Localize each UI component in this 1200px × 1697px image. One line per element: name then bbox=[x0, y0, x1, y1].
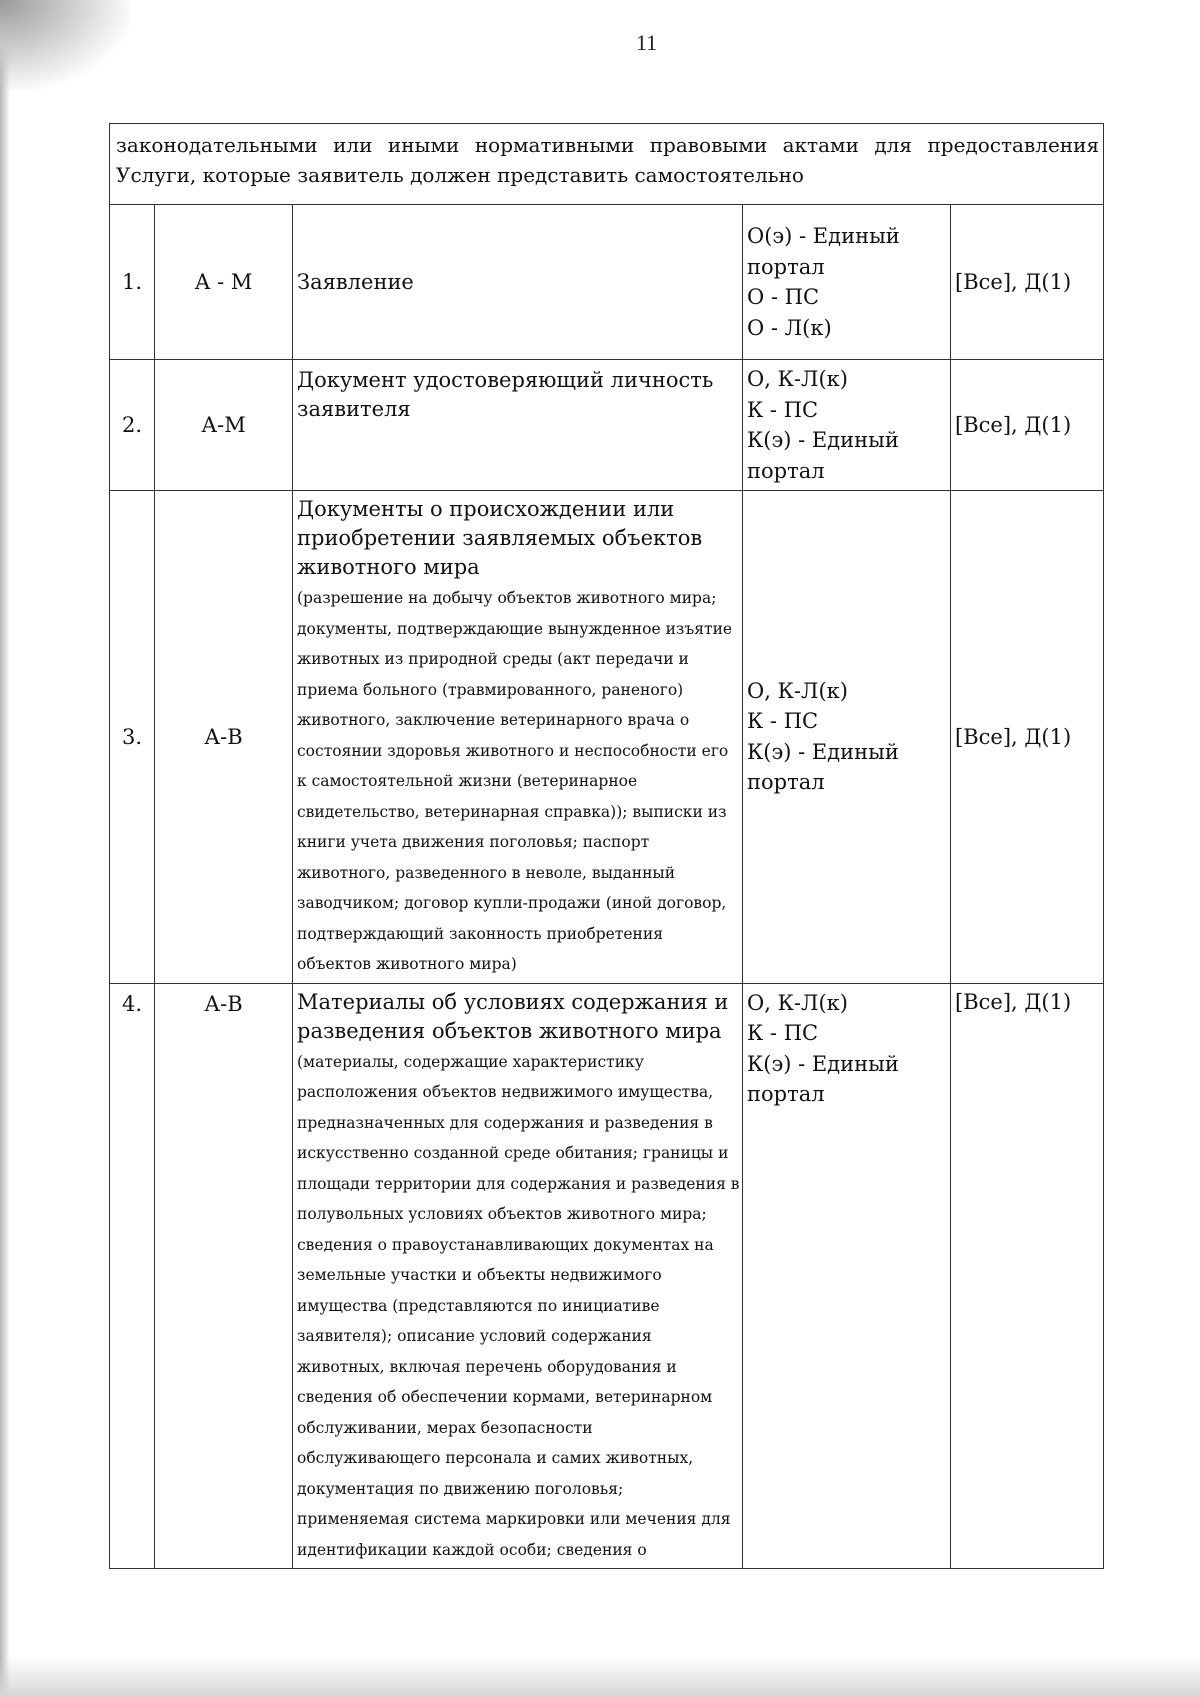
requirement: [Все], Д(1) bbox=[951, 205, 1104, 360]
document-details: (разрешение на добычу объектов животного мира; документы, подтверждающие вынужденное изъятие животных из природной среды (акт передачи и приема больного (травмированного, раненого) животного, заключение ветеринарного врача о состоянии здоровья животного и неспособности его к самостоятельной жизни (ветеринарное свидетельство, ветеринарная справка)); выписки из книги учета движения поголовья; паспорт животного, разведенного в неволе, выданный заводчиком; договор купли-продажи (иной договор, подтверждающий законность приобретения объектов животного мира) bbox=[297, 589, 733, 973]
table-row bbox=[110, 983, 1104, 1569]
form-line: К(э) - Единый bbox=[747, 428, 899, 452]
form-line: портал bbox=[747, 254, 825, 279]
form-line: О - ПС bbox=[747, 285, 820, 309]
table-row bbox=[110, 360, 1104, 491]
document-title: Заявление bbox=[297, 269, 414, 294]
applicant-code: А-В bbox=[155, 983, 293, 1569]
scan-shadow-left bbox=[0, 0, 10, 1697]
document-title: Документы о происхождении или приобретении заявляемых объектов животного мира bbox=[297, 497, 703, 579]
submission-forms bbox=[743, 491, 951, 984]
form-line: К - ПС bbox=[747, 709, 819, 734]
form-line: О, К-Л(к) bbox=[747, 990, 848, 1015]
requirement: [Все], Д(1) bbox=[951, 983, 1104, 1569]
form-line: О(э) - Единый bbox=[747, 224, 900, 248]
requirement: [Все], Д(1) bbox=[951, 360, 1104, 491]
scan-shadow-bottom bbox=[0, 1657, 1200, 1697]
document-name bbox=[293, 205, 743, 360]
form-line: К - ПС bbox=[747, 397, 819, 422]
form-line: К(э) - Единый bbox=[747, 739, 899, 764]
applicant-code: А-В bbox=[155, 491, 293, 984]
submission-forms bbox=[743, 983, 951, 1569]
document-name bbox=[293, 983, 743, 1569]
intro-row bbox=[110, 124, 1104, 205]
row-number: 1. bbox=[110, 205, 155, 360]
applicant-code: А-М bbox=[155, 360, 293, 491]
submission-forms bbox=[743, 360, 951, 491]
form-line: портал bbox=[747, 1082, 825, 1106]
requirement: [Все], Д(1) bbox=[951, 491, 1104, 984]
submission-forms bbox=[743, 205, 951, 360]
form-line: О - Л(к) bbox=[747, 315, 832, 340]
page-number: 11 bbox=[636, 30, 658, 55]
scan-shadow-corner bbox=[0, 0, 130, 90]
documents-table bbox=[109, 123, 1104, 1569]
document-title: Документ удостоверяющий личность заявителя bbox=[297, 368, 714, 421]
table-row bbox=[110, 491, 1104, 984]
applicant-code: А - М bbox=[155, 205, 293, 360]
row-number: 4. bbox=[110, 983, 155, 1569]
table-row bbox=[110, 205, 1104, 360]
document-name bbox=[293, 491, 743, 984]
document-title: Материалы об условиях содержания и разведения объектов животного мира bbox=[297, 989, 729, 1043]
form-line: К(э) - Единый bbox=[747, 1051, 899, 1076]
form-line: О, К-Л(к) bbox=[747, 678, 848, 703]
form-line: портал bbox=[747, 770, 825, 795]
form-line: портал bbox=[747, 458, 825, 483]
document-name bbox=[293, 360, 743, 491]
form-line: О, К-Л(к) bbox=[747, 367, 848, 391]
intro-text: законодательными или иными нормативными правовыми актами для предоставления Услуги, которые заявитель должен представить самостоятельно bbox=[110, 124, 1104, 205]
form-line: К - ПС bbox=[747, 1021, 819, 1045]
row-number: 2. bbox=[110, 360, 155, 491]
row-number: 3. bbox=[110, 491, 155, 984]
document-details: (материалы, содержащие характеристику расположения объектов недвижимого имущества, предназначенных для содержания и разведения в искусственно созданной среде обитания; границы и площади территории для содержания и разведения в полувольных условиях объектов животного мира; сведения о правоустанавливающих документах на земельные участки и объекты недвижимого имущества (представляются по инициативе заявителя); описание условий содержания животных, включая перечень оборудования и сведения об обеспечении кормами, ветеринарном обслуживании, мерах безопасности обслуживающего персонала и самих животных, документация по движению поголовья; применяемая система маркировки или мечения для идентификации каждой особи; сведения о bbox=[297, 1052, 740, 1559]
